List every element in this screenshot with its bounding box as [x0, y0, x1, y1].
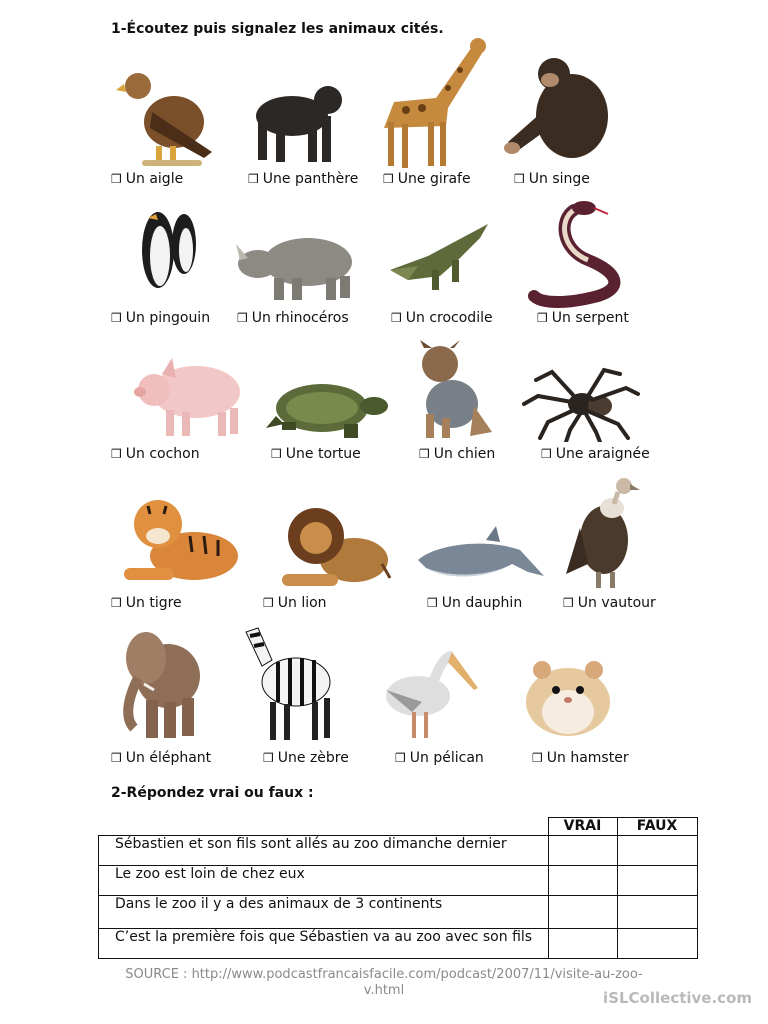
exercise-1-title: 1-Écoutez puis signalez les animaux cités.: [111, 21, 444, 37]
checkbox-icon[interactable]: ❒: [111, 172, 122, 186]
checkbox-icon[interactable]: ❒: [248, 172, 259, 186]
checkbox-icon[interactable]: ❒: [111, 447, 122, 461]
animal-name: Un tigre: [125, 595, 182, 611]
animal-label: [395, 750, 484, 766]
checkbox-icon[interactable]: ❒: [563, 596, 574, 610]
checkbox-icon[interactable]: ❒: [532, 751, 543, 765]
animal-name: Un pingouin: [125, 310, 211, 326]
checkbox-icon[interactable]: ❒: [427, 596, 438, 610]
turtle-image: [264, 380, 390, 446]
animal-label: [391, 310, 493, 326]
spider-image: [522, 366, 640, 442]
false-cell[interactable]: [617, 929, 697, 959]
animal-name: Une panthère: [262, 171, 359, 187]
animal-name: Une araignée: [555, 446, 650, 462]
animal-label: [541, 446, 650, 462]
dog-image: [412, 340, 494, 440]
statement: Sébastien et son fils sont allés au zoo dimanche dernier: [99, 836, 549, 866]
checkbox-icon[interactable]: ❒: [391, 311, 402, 325]
true-cell[interactable]: [548, 836, 617, 866]
checkbox-icon[interactable]: ❒: [271, 447, 282, 461]
animal-name: Un pélican: [409, 750, 484, 766]
true-cell[interactable]: [548, 866, 617, 896]
source-line-1[interactable]: SOURCE : http://www.podcastfrancaisfacile.com/podcast/2007/11/visite-au-zoo-: [125, 967, 643, 982]
animal-name: Un cochon: [125, 446, 200, 462]
animal-label: [537, 310, 629, 326]
animal-name: Un dauphin: [441, 595, 523, 611]
animal-label: [263, 595, 327, 611]
animal-label: [383, 171, 471, 187]
table-row: [99, 929, 698, 959]
animal-label: [532, 750, 629, 766]
animal-label: [263, 750, 349, 766]
checkbox-icon[interactable]: ❒: [537, 311, 548, 325]
animal-label: [111, 446, 200, 462]
lion-image: [282, 504, 392, 588]
exercise-2-title: 2-Répondez vrai ou faux :: [111, 785, 314, 801]
monkey-image: [502, 52, 614, 164]
animal-name: Un rhinocéros: [251, 310, 349, 326]
penguin-image: [138, 204, 202, 294]
true-cell[interactable]: [548, 896, 617, 929]
checkbox-icon[interactable]: ❒: [419, 447, 430, 461]
animal-label: [111, 750, 211, 766]
animal-label: [237, 310, 349, 326]
tiger-image: [120, 496, 240, 586]
col-false-header: FAUX: [617, 818, 697, 836]
animal-name: Un hamster: [546, 750, 629, 766]
animal-name: Un éléphant: [125, 750, 212, 766]
table-row: [99, 866, 698, 896]
animal-name: Un aigle: [125, 171, 184, 187]
checkbox-icon[interactable]: ❒: [263, 751, 274, 765]
checkbox-icon[interactable]: ❒: [514, 172, 525, 186]
checkbox-icon[interactable]: ❒: [541, 447, 552, 461]
snake-image: [528, 200, 628, 308]
animal-label: [419, 446, 495, 462]
elephant-image: [118, 628, 202, 742]
animal-label: [271, 446, 361, 462]
animal-label: [427, 595, 522, 611]
false-cell[interactable]: [617, 836, 697, 866]
giraffe-image: [366, 38, 488, 170]
table-row: [99, 896, 698, 929]
statement: C’est la première fois que Sébastien va au zoo avec son fils: [99, 929, 549, 959]
animal-label: [248, 171, 358, 187]
source-line-2[interactable]: v.html: [363, 983, 405, 998]
panther-image: [250, 76, 345, 166]
checkbox-icon[interactable]: ❒: [263, 596, 274, 610]
animal-name: Un singe: [528, 171, 590, 187]
vulture-image: [566, 478, 640, 592]
animal-name: Une girafe: [397, 171, 471, 187]
animal-name: Une tortue: [285, 446, 361, 462]
animal-name: Un vautour: [577, 595, 656, 611]
true-false-table: [98, 817, 698, 959]
zebra-image: [242, 626, 338, 744]
true-cell[interactable]: [548, 929, 617, 959]
statement: Dans le zoo il y a des animaux de 3 continents: [99, 896, 549, 929]
rhinoceros-image: [236, 230, 356, 302]
animal-name: Un lion: [277, 595, 327, 611]
table-header: [99, 818, 698, 836]
animal-name: Un serpent: [551, 310, 629, 326]
table-row: [99, 836, 698, 866]
checkbox-icon[interactable]: ❒: [395, 751, 406, 765]
animal-label: [111, 595, 182, 611]
false-cell[interactable]: [617, 866, 697, 896]
pelican-image: [382, 650, 480, 742]
animal-name: Une zèbre: [277, 750, 349, 766]
col-true-header: VRAI: [548, 818, 617, 836]
checkbox-icon[interactable]: ❒: [383, 172, 394, 186]
statement: Le zoo est loin de chez eux: [99, 866, 549, 896]
animal-label: [563, 595, 656, 611]
animal-label: [514, 171, 590, 187]
animal-label: [111, 171, 183, 187]
checkbox-icon[interactable]: ❒: [111, 751, 122, 765]
hamster-image: [520, 652, 616, 740]
dolphin-image: [416, 524, 550, 590]
pig-image: [132, 356, 244, 440]
animal-label: [111, 310, 210, 326]
false-cell[interactable]: [617, 896, 697, 929]
checkbox-icon[interactable]: ❒: [111, 311, 122, 325]
watermark: iSLCollective.com: [603, 989, 752, 1007]
checkbox-icon[interactable]: ❒: [237, 311, 248, 325]
eagle-image: [112, 62, 222, 170]
animal-name: Un chien: [433, 446, 496, 462]
animal-name: Un crocodile: [405, 310, 493, 326]
checkbox-icon[interactable]: ❒: [111, 596, 122, 610]
crocodile-image: [388, 220, 492, 296]
